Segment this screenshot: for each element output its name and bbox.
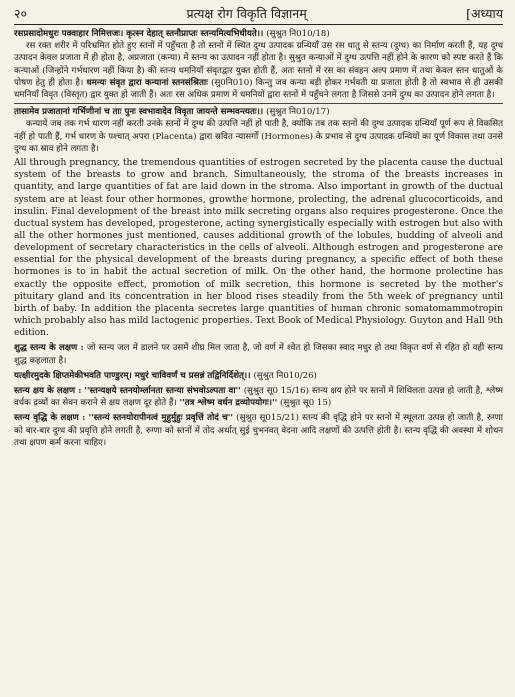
verse-1-text: रसप्रसादोमधुरः पक्वाहार निमित्तजः। कृत्स्न देहात् स्तनौप्राप्तः स्तन्यमित्यभिधीयते।। xyxy=(14,29,264,39)
verse-1 xyxy=(14,28,503,40)
verse-2 xyxy=(14,106,503,118)
verse-3-ref: (सुश्रुत नि010/26) xyxy=(253,370,317,381)
kshaya-quote: ''स्तन्यक्षये स्तनयोर्म्लानता स्तन्या संभवोऽल्पता वा'' xyxy=(84,385,241,396)
kshaya-text: स्तन्य क्षय होने पर स्तनों में शिथिलता उत्पन्न हो जाती है, श्लेष्म वर्धक द्रव्यों का सेवन कराने से क्षय लक्षण दूर होते हैं। xyxy=(14,385,504,409)
vriddhi-quote: ''स्तन्यं स्तनयोरापीनत्वं मुहुर्मुहुः प्रवृत्तिं तोदं च'' xyxy=(88,413,234,424)
verse-2-ref: (सुश्रुत नि010/17) xyxy=(266,107,330,118)
paragraph-1-tail: (सु0नि010) किन्तु जब कन्या बड़ी होकर गर्भवती या प्रजाता होती है तो स्वभाव से ही उसकी धमनियाँ विवृत (विस्तृत) द्वार युक्त हो जाती हैं। अतः रस अधिक प्रमाण में धमनियों द्वारा स्तनों में पहुँचने लगता है जिससे उनमें दुग्ध का उत्पादन होने लगता है। xyxy=(14,77,504,101)
vriddhi-section xyxy=(14,412,503,449)
pure-milk-text: जो स्तन्य जल में डालने पर उसमें शीघ्र मिल जाता है, जो वर्ण में श्वेत हो जिसका स्वाद मधुर हो तथा विकृत वर्ण से रहित हो वही स्तन्य शुद्ध कहलाता है। xyxy=(14,343,504,366)
kshaya-section xyxy=(14,385,503,409)
vriddhi-label: स्तन्य वृद्धि के लक्षण : xyxy=(14,413,86,424)
kshaya-ref: (सुश्रुत सू0 15/16) xyxy=(243,385,309,396)
section-label: [अध्याय xyxy=(466,6,503,21)
kshaya-quote-2: ''तत्र श्लेष्म वर्धन द्रव्योपयोगः।'' xyxy=(179,398,278,409)
page-header xyxy=(14,6,503,25)
verse-2-text: तासामेव प्रजातानां गर्भिणीनां च ताः पुनः स्वभावादेव विवृता जायन्ते सम्भवन्त्यतः।। xyxy=(14,107,264,118)
verse-3 xyxy=(14,370,503,382)
verse-3-text: यत्क्षीरमुदके क्षिप्तमेकीभवति पाण्डुरम्। मधुरं चाविवर्णं च प्रसन्नं तद्विनिर्दिशेत्।। xyxy=(14,370,251,381)
english-paragraph: All through pregnancy, the tremendous quantities of estrogen secreted by the placenta cause the ductual system of the breasts to grow and branch. Simultaneously, the stroma of the breasts increases in quantity, and large quantities of fat are laid down in the stroma. Also important in growth of the ductual system are at least four other hormones, growthe hormone, prolecting, the adrenal glucocorticoids, and insulin. Final development of the breast into milk secreting organs also requires progesterone. Once the ductual system has developed, progesterone, acting synergistically especially with estrogen but also with all the other hormones just mentioned, causes additional growth of the lobules, budding of alveoli and development of secretary characteristics in the cells of alveoli. Although estrogen and progesterone are essential for the physical development of the breasts during pregnancy, a specific effect of both these hormones is to in habit the actual secretion of milk. On the other hand, the hormone prolectine has exactly the opposite effect, promotion of milk secretion, this hormone is secreted by the mother's pituitary gland and its concentration in her blood rises steadily from the 5th week of pregnancy until birth of baby. In addition the placenta secretes large quantities of human chronic somatomammotropin which probably also has mild lactogenic properties. Text Book of Medical Physiology. Guyton and Hall 9th edition. xyxy=(14,158,503,339)
kshaya-label: स्तन्य क्षय के लक्षण : xyxy=(14,385,82,396)
paragraph-1 xyxy=(14,40,503,101)
pure-milk-section xyxy=(14,342,503,366)
verse-1-ref: (सुश्रुत नि010/18) xyxy=(266,29,330,39)
paragraph-2: कन्यायें जब तक गर्भ धारण नहीं करती उनके स्तनों में दुग्ध की उत्पत्ति नहीं हो पाती है, क्योंकि तब तक स्तनों की दुग्ध उत्पादक ग्रन्थियाँ पूर्ण रूप से विकसित नहीं हो पाती हैं, गर्भ धारण के पश्चात् अपरा (Placenta) द्वारा स्रवित न्यासर्गों (Hormones) के प्रभाव से दुग्ध उत्पादक ग्रन्थियों का पूर्ण विकास तथा उनसे दुग्ध का स्राव होने लगता है। xyxy=(14,119,503,154)
paragraph-1-bold: धमन्यः संवृत द्वारा कन्यानां स्तनसंश्रिताः xyxy=(86,77,208,88)
vriddhi-text: स्तन्य की वृद्धि होने पर स्तनों में स्थूलता उत्पन्न हो जाती है, रुग्णा को बार-बार दुग्ध की प्रवृत्ति होने लगती है, रुग्णा को स्तनों में तोद अर्थात् सुई चुभनवत् वेदना आदि लक्षणों की उत्पत्ति होती है। स्तन्य वृद्धि की अवस्था में शोधन तथा क्षपण कर्म करना चाहिए। xyxy=(14,413,504,448)
running-title: प्रत्यक्ष रोग विकृति विज्ञानम् xyxy=(186,6,307,21)
pure-milk-label: शुद्ध स्तन्य के लक्षण : xyxy=(14,343,84,354)
page-number: २० xyxy=(14,6,28,21)
paragraph-1-text: रस रक्त शरीर में परिभ्रमित होते हुए स्तनों में पहुँचता है तो स्तनों में स्थित दुग्ध उत्पादक ग्रन्थियाँ उस रस धातु से स्तन्य (दुग्ध) का निर्माण करती हैं, यह दुग्ध उत्पादन केवल प्रजाता में ही होता है, अप्रजाता (कन्या) में स्तन्य का उत्पादन नहीं होता है। सुश्रुत कन्याओं में दुग्ध उत्पत्ति नहीं होने के कारण को स्पष्ट करते हैं कि कन्याओं (जिन्होंने गर्भधारण नहीं किया है) की स्तन्य धमनियाँ संवृतद्वार युक्त होती हैं, अतः स्तनों में रस का संवहन अल्प प्रमाण में तथा केवल स्तन धातुओं के पोषण हेतु ही होता है। xyxy=(14,41,503,88)
vriddhi-ref: (सुश्रुत सू015/21) xyxy=(236,413,299,424)
kshaya-ref-2: (सुश्रुत सू0 15) xyxy=(280,398,332,409)
divider xyxy=(14,103,503,104)
